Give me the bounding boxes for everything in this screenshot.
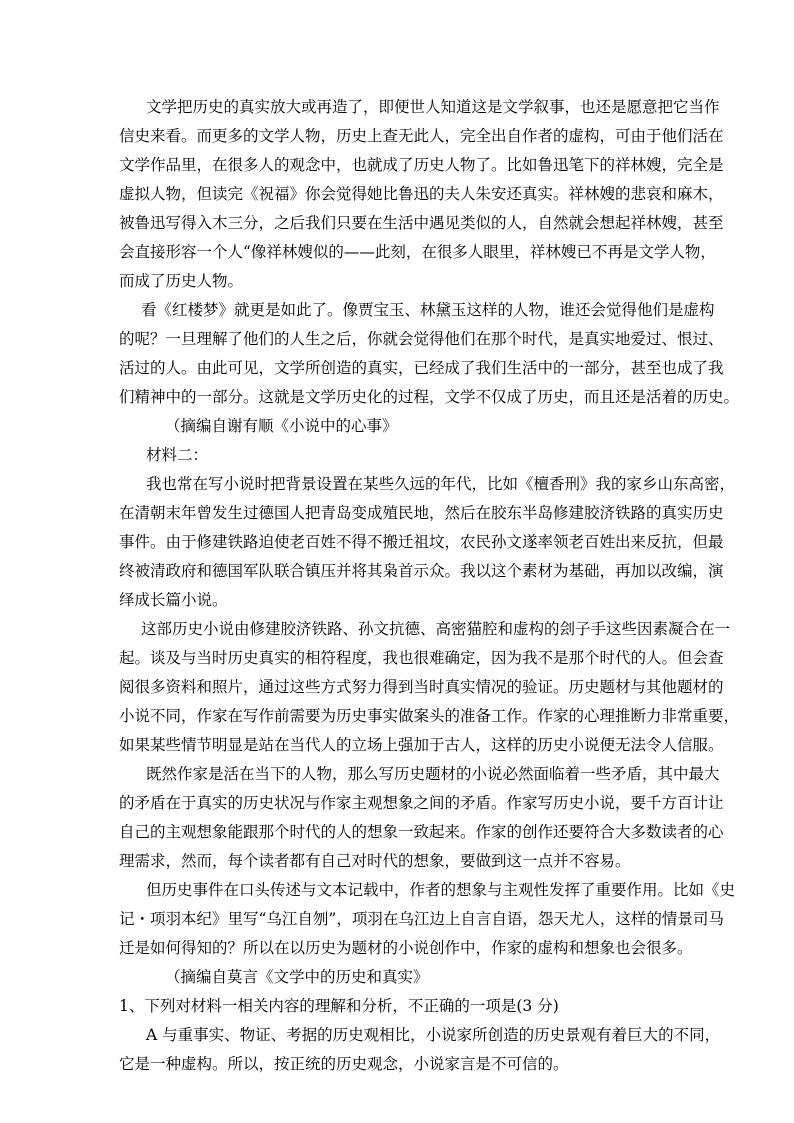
text-line: 会直接形容一个人“像祥林嫂似的——此刻，在很多人眼里，祥林嫂已不再是文学人物， bbox=[119, 243, 716, 261]
text-line: 小说不同，作家在写作前需要为历史事实做案头的准备工作。作家的心理推断力非常重要， bbox=[119, 707, 740, 725]
text-line: 而成了历史人物。 bbox=[119, 272, 244, 290]
text-line: 我也常在写小说时把背景设置在某些久远的年代，比如《檀香刑》我的家乡山东高密， bbox=[146, 475, 736, 493]
text-line: 记・项羽本纪》里写“乌江自刎”，项羽在乌江边上自言自语，怨天尤人，这样的情景司马 bbox=[119, 910, 724, 928]
text-line: 信史来看。而更多的文学人物，历史上查无此人，完全出自作者的虚构，可由于他们活在 bbox=[119, 127, 724, 145]
option-a-line: 它是一种虚构。所以，按正统的历史观念，小说家言是不可信的。 bbox=[119, 1055, 569, 1073]
text-line: 终被清政府和德国军队联合镇压并将其枭首示众。我以这个素材为基础，再加以改编，演 bbox=[119, 562, 724, 580]
text-line: 的矛盾在于真实的历史状况与作家主观想象之间的矛盾。作家写历史小说，要千方百计让 bbox=[119, 794, 724, 812]
option-a-line: A 与重事实、物证、考据的历史观相比，小说家所创造的历史景观有着巨大的不同， bbox=[146, 1026, 721, 1044]
text-line: 这部历史小说由修建胶济铁路、孙文抗德、高密猫腔和虚构的刽子手这些因素凝合在一 bbox=[141, 620, 731, 638]
section-label: 材料二： bbox=[146, 446, 209, 464]
text-line: 如果某些情节明显是站在当代人的立场上强加于古人，这样的历史小说便无法令人信服。 bbox=[119, 736, 724, 754]
text-line: 文学把历史的真实放大或再造了，即便世人知道这是文学叙事，也还是愿意把它当作 bbox=[146, 98, 720, 116]
text-line: 虚拟人物，但读完《祝福》你会觉得她比鲁迅的夫人朱安还真实。祥林嫂的悲哀和麻木， bbox=[119, 185, 724, 203]
text-line: 起。谈及与当时历史真实的相符程度，我也很难确定，因为我不是那个时代的人。但会查 bbox=[119, 649, 724, 667]
text-line: 但历史事件在口头传述与文本记载中，作者的想象与主观性发挥了重要作用。比如《史 bbox=[146, 881, 736, 899]
source-citation: （摘编自莫言《文学中的历史和真实》 bbox=[165, 968, 429, 986]
text-line: 们精神中的一部分。这就是文学历史化的过程，文学不仅成了历史，而且还是活着的历史。 bbox=[119, 388, 740, 406]
text-line: 迁是如何得知的？所以在以历史为题材的小说创作中，作家的虚构和想象也会很多。 bbox=[119, 939, 693, 957]
source-citation: （摘编自谢有顺《小说中的心事》 bbox=[165, 417, 398, 435]
text-line: 活过的人。由此可见，文学所创造的真实，已经成了我们生活中的一部分，甚至也成了我 bbox=[119, 359, 724, 377]
text-line: 绎成长篇小说。 bbox=[119, 591, 228, 609]
text-line: 自己的主观想象能跟那个时代的人的想象一致起来。作家的创作还要符合大多数读者的心 bbox=[119, 823, 724, 841]
text-line: 既然作家是活在当下的人物，那么写历史题材的小说必然面临着一些矛盾，其中最大 bbox=[146, 765, 720, 783]
text-line: 文学作品里，在很多人的观念中，也就成了历史人物了。比如鲁迅笔下的祥林嫂，完全是 bbox=[119, 156, 724, 174]
question-text: 1、下列对材料一相关内容的理解和分析，不正确的一项是(3 分) bbox=[119, 997, 559, 1015]
text-line: 的呢？一旦理解了他们的人生之后，你就会觉得他们在那个时代，是真实地爱过、恨过、 bbox=[119, 330, 724, 348]
text-line: 阅很多资料和照片，通过这些方式努力得到当时真实情况的验证。历史题材与其他题材的 bbox=[119, 678, 724, 696]
text-line: 理需求，然而，每个读者都有自己对时代的想象，要做到这一点并不容易。 bbox=[119, 852, 631, 870]
text-line: 被鲁迅写得入木三分，之后我们只要在生活中遇见类似的人，自然就会想起祥林嫂，甚至 bbox=[119, 214, 724, 232]
text-line: 看《红楼梦》就更是如此了。像贾宝玉、林黛玉这样的人物，谁还会觉得他们是虚构 bbox=[141, 301, 715, 319]
text-line: 在清朝末年曾发生过德国人把青岛变成殖民地，然后在胶东半岛修建胶济铁路的真实历史 bbox=[119, 504, 724, 522]
text-line: 事件。由于修建铁路迫使老百姓不得不搬迁祖坟，农民孙文遂率领老百姓出来反抗，但最 bbox=[119, 533, 724, 551]
